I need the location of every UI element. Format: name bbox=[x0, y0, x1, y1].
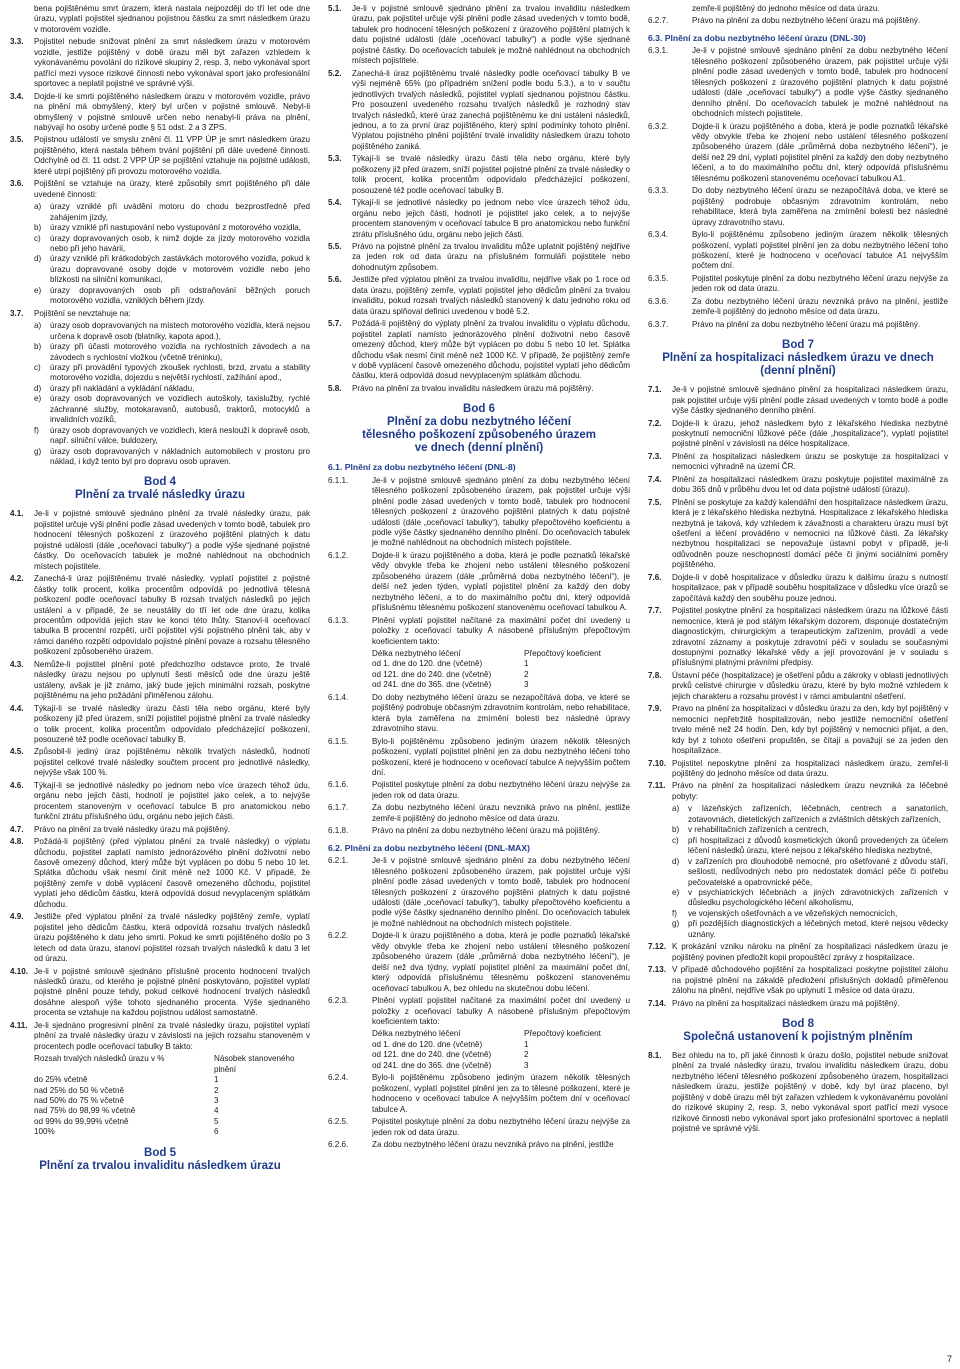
clause-7-2: 7.2. Dojde-li k úrazu, jehož následkem bylo z lékařského hlediska nezbytné poskytnutí nemocniční lůžkové péče (dále „hospitalizace“), vyplatí pojistitel pojistné plnění v závislosti na délce hospitalizace. bbox=[648, 418, 948, 449]
clause-4-4: 4.4. Týkají-li se trvalé následky úrazu části těla nebo orgánu, které byly poškozeny již před úrazem, sníží pojistitel pojistné plnění za trvalé následky o tolik procent, kolika procentům odpovídalo předcházející poškození, posouzené též podle oceňovací tabulky B. bbox=[10, 703, 310, 744]
table-row: nad 50% do 75 % včetně 3 bbox=[34, 1095, 219, 1105]
clause-3-7: 3.7. Pojištění se nevztahuje na: bbox=[10, 308, 131, 318]
table-header-row: Délka nezbytného léčení Přepočtový koeficient bbox=[372, 649, 601, 659]
clause-4-10: 4.10. Je-li v pojistné smlouvě sjednáno příslušné procento hodnocení trvalých následků úrazu, od kterého je pojistné plnění poskytováno, pojistitel vyplatí pojistné plnění pouze tehdy, pokud celkové hodnocení trvalých následků dosáhne alespoň výše tohoto sjednaného procenta. Výše sjednaného procenta se vztahuje na každou pojistnou událost samostatně. bbox=[10, 966, 310, 1018]
clause-6-3-6: 6.3.6. Za dobu nezbytného léčení úrazu nevzniká právo na plnění, jestliže zemře-li pojištěný do jednoho měsíce od data úrazu. bbox=[648, 296, 948, 317]
clause-6-1-4: 6.1.4. Do doby nezbytného léčení úrazu se nezapočítává doba, ve které se pojištěný podrobuje občasným zdravotním kontrolám, nebo rehabilitace, která byla zaměřena na zmírnění bolesti bez následné úpravy zdravotního stavu. bbox=[328, 692, 630, 734]
list-item: f) úrazy osob dopravovaných ve vozidlech, která neslouží k dopravě osob, např. silniční válce, buldozery, bbox=[34, 425, 310, 446]
coefficient-table-dnl-max bbox=[372, 1029, 601, 1071]
subheading-6-3: 6.3. Plnění za dobu nezbytného léčení úrazu (DNL-30) bbox=[648, 32, 866, 43]
clause-3-4: 3.4. Dojde-li ke smrti pojištěného následkem úrazu v motorovém vozidle, právo na plnění má obmyšlený, který byl určen v pojistné smlouvě. Nebyl-li obmyšlený v pojistné smlouvě určen nebo nenabyl-li práva na plnění, nabývají ho osoby určené podle § 51 odst. 2 a 3 ZPS. bbox=[10, 91, 310, 132]
clause-6-3-2: 6.3.2. Dojde-li k úrazu pojištěného a doba, která je podle poznatků lékařské vědy obvykle třeba ke zhojení nebo ustálení tělesného poškození způsobeného úrazem (dále „průměrná doba nezbytného léčení“), je delší než 29 dní, vyplatí pojistitel plnění za každý den doby nezbytného léčení, a to do maximálního počtu dní, který odpovídá příslušnému tělesnému poškození stanovenému oceňovací tabulkou A1. bbox=[648, 121, 948, 183]
clause-7-3: 7.3. Plnění za hospitalizaci následkem úrazu se poskytuje za hospitalizaci v nemocnici výhradně na území ČR. bbox=[648, 451, 948, 472]
list-item: c) úrazy dopravovaných osob, k nimž dojde za jízdy motorového vozidla nebo při jeho havárii, bbox=[34, 233, 310, 253]
list-item: e) úrazy osob dopravovaných ve vozidlech autoškoly, taxislužby, rychlé záchranné služby, motokaravanů, autobusů, traktorů, motocyklů a invalidních vozíků, bbox=[34, 394, 310, 425]
list-item: a) úrazy osob dopravovaných na místech motorového vozidla, která nejsou určena k dopravě osob (blatníky, kapota apod.), bbox=[34, 321, 310, 341]
clause-6-3-7: 6.3.7. Právo na plnění za dobu nezbytného léčení úrazu má pojištěný. bbox=[648, 319, 921, 329]
subheading-6-1: 6.1. Plnění za dobu nezbytného léčení (DNL-8) bbox=[328, 462, 516, 473]
list-item: e) úrazy dopravovaných osob při odstraňování běžných poruch motorového vozidla, vzniklých během jízdy. bbox=[34, 285, 310, 306]
list-item: b) úrazy vzniklé při nastupování nebo vystupování z motorového vozidla, bbox=[34, 223, 302, 233]
clause-4-8: 4.8. Požádá-li pojištěný (před výplatou plnění za trvalé následky) o výplatu důchodu, pojistitel zaplatí namísto jednorázového plnění doživotní nebo časově omezený důchod, který může být vyplácen po dobu 5 nebo 10 let. Splátka důchodu však nesmí činit méně než 1000 Kč. V případě, že pojištěný zemře v době vyplácení časově omezeného důchodu, pojistitel vyplatí jeho dědicům částku, která odpovídá dosud nevyplaceným splátkám důchodu. bbox=[10, 837, 310, 909]
list-3-7 bbox=[34, 321, 310, 467]
clause-6-2-7: 6.2.7. Právo na plnění za dobu nezbytného léčení úrazu má pojištěný. bbox=[648, 16, 921, 26]
list-item: g) úrazy osob dopravovaných v nákladních automobilech v prostoru pro náklad, i když tento byl pro dopravu osob upraven. bbox=[34, 446, 310, 467]
clause-6-2-3: 6.2.3. Plnění vyplatí pojistitel načítané za maximální počet dní uvedený u položky z oceňovací tabulky A násobené příslušným přepočtovým koeficientem takto: bbox=[328, 996, 630, 1026]
list-7-11 bbox=[672, 804, 948, 940]
clause-4-1: 4.1. Je-li v pojistné smlouvě sjednáno plnění za trvalé následky úrazu, pak pojistitel určuje výši plnění podle zásad uvedených v tomto bodě, tabulek pro hodnocení tělesných poškození z úrazového pojištění platných k datu pojistné události (dále „oceňovací tabulky“) a podle výše sjednané pojistné částky. Do oceňovacích tabulek je možné nahlédnout na obchodních místech pojistitele. bbox=[10, 509, 310, 571]
clause-4-11: 4.11. Je-li sjednáno progresivní plnění za trvalé následky úrazu, pojistitel vyplatí plnění za trvalé následky úrazu v závislosti na jejich rozsahu stanoveném v procentech podle oceňovací tabulky B takto: bbox=[10, 1020, 310, 1051]
clause-3-3: 3.3. Pojistitel nebude snižovat plnění za smrt následkem úrazu v motorovém vozidle, jestliže pojištěný v době úrazu měl být zařazen vzhledem k vykonávanému povolání do rizikové skupiny 2, resp. 3, nebo vykonával sport patřící mezi vysoce rizikové činnosti nebo vykonával sport jako profesionální sportovec a neplatil pojistné ve správné výši. bbox=[10, 37, 310, 89]
clause-6-1-6: 6.1.6. Pojistitel poskytuje plnění za dobu nezbytného léčení úrazu nejvýše za jeden rok od data úrazu. bbox=[328, 780, 630, 800]
column-left bbox=[10, 4, 310, 1180]
table-row: nad 75% do 98,99 % včetně 4 bbox=[34, 1106, 219, 1116]
list-item: f) ve vojenských ošetřovnách a ve vězeňských nemocnicích, bbox=[672, 908, 898, 918]
table-row: od 1. dne do 120. dne (včetně) 1 bbox=[372, 659, 529, 669]
clause-6-2-6: 6.2.6. Za dobu nezbytného léčení úrazu nevzniká právo na plnění, jestliže bbox=[328, 1139, 614, 1149]
clause-5-5: 5.5. Právo na pojistné plnění za trvalou invaliditu může uplatnit pojištěný nejdříve za jeden rok od data úrazu na příslušném formuláři pojistitele nebo dohodnutým způsobem. bbox=[328, 241, 630, 272]
clause-4-2: 4.2. Zanechá-li úraz pojištěnému trvalé následky, vyplatí pojistitel z pojistné částky tolik procent, kolika procentům odpovídá po jednotlivá tělesná poškození podle oceňovací tabulky B rozsah trvalých následků po jejich ustálení a v případě, že se neustálily do tří let ode dne úrazu, kolika procentům odpovídá jejich stav ke konci této lhůty. Stanoví-li oceňovací tabulka B procentní rozpětí, určí pojistitel výši pojistného plnění tak, aby v rámci daného rozpětí odpovídalo pojistné plnění povaze a rozsahu tělesného poškození způsobeného úrazem. bbox=[10, 574, 310, 657]
progressive-payment-table bbox=[34, 1054, 310, 1138]
column-middle bbox=[328, 4, 630, 1152]
clause-6-2-2: 6.2.2. Dojde-li k úrazu pojištěného a doba, která je podle poznatků lékařské vědy obvykle třeba ke zhojení nebo ustálení tělesného poškození způsobeného úrazem (dále „průměrná doba nezbytného léčení“), je delší než dva týdny, vyplatí pojistitel plnění za maximální počet dní, který odpovídá příslušnému tělesnému poškození stanovenému oceňovací tabulkou A, bez ohledu na skutečnou dobu léčení. bbox=[328, 931, 630, 993]
clause-7-6: 7.6. Dojde-li v době hospitalizace v důsledku úrazu k dalšímu úrazu s nutností hospitalizace, pak v případě souběhu hospitalizace v důsledku více úrazů se započítává každý den souběhu pouze jednou. bbox=[648, 572, 948, 603]
clause-6-1-8: 6.1.8. Právo na plnění za dobu nezbytného léčení úrazu má pojištěný. bbox=[328, 826, 601, 836]
clause-4-6: 4.6. Týkají-li se jednotlivé následky po jednom nebo více úrazech téhož údu, orgánu nebo jejich části, hodnotí je pojistitel jako celek, a to nejvýše procentem stanoveným v oceňovací tabulce B pro anatomickou nebo funkční ztrátu příslušného údu, orgánu nebo jejich části. bbox=[10, 780, 310, 822]
list-item: d) úrazy při nakládání a vykládání nákladu, bbox=[34, 383, 195, 393]
clause-5-4: 5.4. Týkají-li se jednotlivé následky po jednom nebo více úrazech téhož údu, orgánu nebo jejich části, hodnotí je pojistitel jako celek, a to nejvýše procentem stanoveným v oceňovací tabulce B pro anatomickou nebo funkční ztrátu příslušného údu, orgánu nebo jejich části. bbox=[328, 198, 630, 239]
table-row: nad 25% do 50 % včetně 2 bbox=[34, 1085, 219, 1095]
list-item: b) úrazy při účasti motorového vozidla na rychlostních závodech a na závodech s rychlostní vložkou (včetně tréninku), bbox=[34, 342, 310, 362]
table-header-row: Rozsah trvalých následků úrazu v % Násobek stanoveného plnění bbox=[34, 1054, 295, 1074]
list-item: e) v psychiatrických léčebnách a jiných zdravotnických zařízeních v důsledku psychologického léčení alkoholismu, bbox=[672, 887, 948, 908]
clause-6-3-1: 6.3.1. Je-li v pojistné smlouvě sjednáno plnění za dobu nezbytného léčení tělesného poškození způsobeného úrazem, pak pojistitel určuje výši plnění podle zásad uvedených v tomto bodě, tabulek pro hodnocení tělesných poškození z úrazového pojištění platných k datu pojistné události (dále „oceňovací tabulky“) a podle výše částky sjednaného denního plnění. Do oceňovacích tabulek je možné nahlédnout na obchodních místech pojistitele. bbox=[648, 46, 948, 119]
clause-7-4: 7.4. Plnění za hospitalizaci následkem úrazu poskytuje pojistitel maximálně za dobu 365 dnů v průběhu dvou let od data pojistné události (úrazu). bbox=[648, 474, 948, 495]
clause-7-14: 7.14. Právo na plnění za hospitalizaci následkem úrazu má pojištěný. bbox=[648, 998, 900, 1008]
section-heading-bod-6: Bod 6 Plnění za dobu nezbytného léčení tělesného poškození způsobeného úrazem ve dnech (denní plnění) bbox=[362, 403, 596, 455]
clause-5-8: 5.8. Právo na plnění za trvalou invaliditu následkem úrazu má pojištěný. bbox=[328, 383, 594, 393]
table-row: od 1. dne do 120. dne (včetně) 1 bbox=[372, 1039, 529, 1049]
clause-7-9: 7.9. Pravo na plnění za hospitalizaci v důsledku úrazu za den, kdy byl pojištěný v nemocnici nepřetržitě hospitalizován, nebo jestliže nemocniční ošetření trvalo méně než 24 hodin. Den, kdy byl pojištěný v nemocnici přijat, a den, kdy byl z tohoto ošetření propuštěn, se čítají a považují se za jeden den hospitalizace. bbox=[648, 704, 948, 756]
clause-6-3-4: 6.3.4. Bylo-li pojištěnému způsobeno jediným úrazem několik tělesných poškození, vyplatí pojistitel plnění jen za dobu nezbytného léčení toho poškození, které je hodnoceno v oceňovací tabulce A1 nejvyšším počtem dní. bbox=[648, 230, 948, 271]
clause-7-11: 7.11. Právo na plnění za hospitalizaci následkem úrazu nevzniká za léčebné pobyty: bbox=[648, 781, 948, 801]
clause-6-2-4: 6.2.4. Bylo-li pojištěnému způsobeno jediným úrazem několik tělesných poškození, vyplatí pojistitel plnění jen za to tělesné poškození, které je hodnoceno v oceňovací tabulce A nejvyšším počtem dní v oceňovací tabulce A. bbox=[328, 1073, 630, 1114]
clause-6-1-3: 6.1.3. Plnění vyplatí pojistitel načítané za maximální počet dní uvedený u položky z oceňovací tabulky A násobené příslušným přepočtovým koeficientem takto: bbox=[328, 615, 630, 646]
clause-5-7: 5.7. Požádá-li pojištěný do výplaty plnění za trvalou invaliditu o výplatu důchodu, pojistitel zaplatí namísto jednorázového plnění doživotní nebo časově omezený důchod, který může být vyplácen po dobu 5 nebo 10 let. Splátka důchodu však nesmí činit méně než 1000 Kč. V případě, že pojištěný zemře v době vyplácení časově omezeného důchodu, pojistitel vyplatí jeho dědicům částku, která odpovídá dosud nevyplaceným splátkám důchodu. bbox=[328, 319, 630, 381]
section-heading-bod-5: Bod 5 Plnění za trvalou invaliditu následkem úrazu bbox=[39, 1146, 281, 1172]
table-row: od 241. dne do 365. dne (včetně) 3 bbox=[372, 680, 529, 690]
clause-3-6: 3.6. Pojištění se vztahuje na úrazy, které způsobily smrt pojištěného při dále uvedené činnosti: bbox=[10, 179, 310, 199]
table-row: od 121. dne do 240. dne (včetně) 2 bbox=[372, 669, 529, 679]
clause-4-3: 4.3. Nemůže-li pojistitel plnění poté předchozího odstavce proto, že trvalé následky úrazu nejsou po uplynutí šesti měsíců ode dne úrazu ještě ustáleny, avšak je již známo, jaký bude jejich minimální rozsah, poskytne pojištěnému na jeho požádání přiměřenou zálohu. bbox=[10, 659, 310, 701]
section-heading-bod-4: Bod 4 Plnění za trvalé následky úrazu bbox=[74, 476, 245, 502]
clause-continuation: zemře-li pojištěný do jednoho měsíce od data úrazu. bbox=[692, 4, 880, 13]
clause-6-3-3: 6.3.3. Do doby nezbytného léčení úrazu se nezapočítává doba, ve které se pojištěný podrobuje občasným zdravotním kontrolám, nebo rehabilitace, která byla zaměřena na zmírnění bolesti bez následné úpravy zdravotního stavu. bbox=[648, 186, 948, 227]
intro-paragraph: bena pojištěnému smrt úrazem, která nastala nejpozději do tří let ode dne úrazu, vyplatí pojistitel sjednanou pojistnou částku za smrt následkem úrazu v motorovém vozidle. bbox=[34, 4, 310, 34]
list-item: g) při pozdějších diagnostických a léčebných metod, které nejsou vědecky uznány. bbox=[672, 919, 948, 939]
list-item: c) úrazy při provádění typových zkoušek rychlosti, brzd, zrvatu a stability motorového vozidla, dojezdu s největší rychlostí, zažíhání apod., bbox=[34, 362, 310, 383]
table-header-row: Délka nezbytného léčení Přepočtový koeficient bbox=[372, 1029, 601, 1039]
list-item: c) při hospitalizaci z důvodů kosmetických úkonů provedených za účelem léčení následků úrazu, které nejsou z lékařského hlediska nezbytné, bbox=[672, 835, 948, 856]
subheading-6-2: 6.2. Plnění za dobu nezbytného léčení (DNL-MAX) bbox=[328, 842, 530, 853]
clause-4-7: 4.7. Právo na plnění za trvalé následky úrazu má pojištěný. bbox=[10, 824, 231, 834]
table-row: od 121. dne do 240. dne (včetně) 2 bbox=[372, 1050, 529, 1060]
clause-5-6: 5.6. Jestliže před výplatou plnění za trvalou invaliditu, nejdříve však po 1 roce od data úrazu, pojištěný zemře, vyplatí pojistitel jeho dědicům plnění za trvalou invaliditu, pokud rozsah trvalých následků stanovený k datu jednoho roku od data úrazu splňoval definici uvedenou v bodě 5.2. bbox=[328, 275, 630, 316]
clause-7-1: 7.1. Je-li v pojistné smlouvě sjednáno plnění za hospitalizaci následkem úrazu, pak pojistitel určuje výši plnění podle zásad uvedených v tomto bodě a podle výše částky sjednaného denního plnění. bbox=[648, 385, 948, 416]
clause-7-13: 7.13. V případě důchodového pojištění za hospitalizaci poskytne pojistitel zálohu na pojistné plnění na zákaldě předložení příslušných dokladů přiměřenou zálohu na plnění, nejdříve však po uplynutí 1 měsíce od data úrazu. bbox=[648, 965, 948, 996]
section-heading-bod-8: Bod 8 Společná ustanovení k pojistným plněním bbox=[683, 1017, 913, 1043]
coefficient-table-dnl-8 bbox=[372, 649, 601, 691]
table-row: do 25% včetně 1 bbox=[34, 1075, 219, 1085]
clause-5-2: 5.2. Zanechá-li úraz pojištěnému trvalé následky podle oceňovací tabulky B ve výši nejméně 65% (po případném snížení podle bodu 5.3.), a to v součtu jednotlivých trvalých následků, pojistitel vyplatí sjednanou pojistnou částku. Pro posouzení uvedeného rozsahu trvalých následků je rozhodný stav trvalých následků, které úraz zanechá pojištěnému ke dni ustálení následků, jednou, a to za první úraz pojištěného, který splní podmínky tohoto plnění. Výplatou pojistného plnění pojištění trvalé invalidity následkem úrazu tohoto pojištěného zaniká. bbox=[328, 68, 630, 151]
clause-5-3: 5.3. Týkají-li se trvalé následky úrazu části těla nebo orgánu, které byly poškozeny již před úrazem, sníží pojistitel pojistné plnění za trvalé následky o tolik procent, kolika procentům odpovídalo předcházející poškození, posouzené též podle oceňovací tabulky B. bbox=[328, 154, 630, 195]
clause-6-3-5: 6.3.5. Pojistitel poskytuje plnění za dobu nezbytného léčení úrazu nejvýše za jeden rok od data úrazu. bbox=[648, 273, 948, 294]
clause-3-5: 3.5. Pojistnou událostí ve smyslu znění čl. 11 VPP ÚP je smrt následkem úrazu pojištěného, která nastala během trvání pojištění při dále uvedené činnosti. Odchylně od čl. 11 odst. 2 VPP ÚP se pojištění vztahuje na pojistné události, které utrpí pojištěný při provozu motorového vozidla. bbox=[10, 135, 310, 176]
clause-6-1-1: 6.1.1. Je-li v pojistné smlouvě sjednáno plnění za dobu nezbytného léčení tělesného poškození způsobeného úrazem, pak pojistitel určuje výši plnění podle zásad uvedených v tomto bodě, tabulek pro hodnocení tělesných poškození z úrazového pojištění platných k datu pojistné události (dále „oceňovací tabulky“), tabulky přepočtového koeficientu a podle výše částky sjednaného denního plnění. Do oceňovacích tabulek je možné nahlédnout na obchodních místech pojistitele. bbox=[328, 475, 630, 548]
clause-7-12: 7.12. K prokázání vzniku nároku na plnění za hospitalizaci následkem úrazu je pojištěný povinen předložit kopii propouštěcí zprávy z hospitalizace. bbox=[648, 942, 948, 962]
clause-7-5: 7.5. Plnění se poskytuje za každý kalendářní den hospitalizace následkem úrazu, která je z lékařského hlediska nezbytná. Hospitalizace z lékařského hlediska nezbytná je taková, kdy vzhledem k závažnosti a charakteru úrazu musí být ošetření a léčení prováděno v nemocnici na lůžkové části. Za lékařsky nezbytnou hospitalizaci se nepovažuje ústavní pobyt v případě, je-li odůvodněn pouze neschopností domácí péče či jinými sociálními poměry pojištěného. bbox=[648, 497, 948, 570]
section-heading-bod-7: Bod 7 Plnění za hospitalizaci následkem úrazu ve dnech (denní plnění) bbox=[662, 339, 934, 378]
table-row: od 241. dne do 365. dne (včetně) 3 bbox=[372, 1060, 529, 1070]
clause-4-9: 4.9. Jestliže před výplatou plnění za trvalé následky pojištěný zemře, vyplatí pojistitel jeho dědicům částku, která odpovídá rozsahu trvalých následků úrazu pojištěného k datu jeho smrti. Pokud ke smrti pojištěného došlo po 3 letech od data úrazu, stanoví pojistitel rozsah trvalých následků k datu 3 let od úrazu. bbox=[10, 912, 310, 964]
clause-5-1: 5.1. Je-li v pojistné smlouvě sjednáno plnění za trvalou invaliditu následkem úrazu, pak pojistitel určuje výši plnění podle zásad uvedených v tomto bodě, tabulek pro hodnocení tělesných poškození z úrazového pojištění platných k datu pojistné události (dále „oceňovací tabulky“) a podle výše sjednané pojistné částky. Do oceňovacích tabulek je možné nahlédnout na obchodních místech pojistitele. bbox=[328, 4, 630, 66]
table-row: 100% 6 bbox=[34, 1127, 219, 1137]
list-item: a) v lázeňských zařízeních, léčebnách, centrech a sanatoriích, zotavovnách, dietetických zařízeních a zvláštních dětských zařízeních, bbox=[672, 804, 948, 824]
clause-6-2-5: 6.2.5. Pojistitel poskytuje plnění za dobu nezbytného léčení úrazu nejvýše za jeden rok od data úrazu. bbox=[328, 1117, 630, 1137]
clause-7-8: 7.8. Ústavní péče (hospitalizace) je ošetření půdu a zákroky v oblasti jednotlivých prvků celistvé chirurgie v důsledku úrazu, které by bylo možné vzhledem k jejich charakteru a rozsahu provést i v rámci ambulantní ošetření. bbox=[648, 670, 948, 701]
page-number: 7 bbox=[946, 1354, 952, 1364]
clause-8-1: 8.1. Bez ohledu na to, při jaké činnosti k úrazu došlo, pojistitel nebude snižovat plnění za trvalé následky úrazu, trvalou invaliditu následkem úrazu, dobu nezbytného léčení tělesného poškození způsobeného úrazem, hospitalizaci následkem úrazu, jestliže pojištěný v době, kdy byl úraz placeno, byl pojištěný v době úrazu měl být zařazen vzhledem k vykonávanému povolání do rizikové skupiny 2, resp. 3, nebo vykonával sport patřící mezi vysoce rizikové činnosti nebo vykonával sport jako profesionální sportovec a neplatil pojistné ve správné výši. bbox=[648, 1050, 948, 1134]
clause-4-5: 4.5. Způsobil-li jediný úraz pojištěnému několik trvalých následků, hodnotí pojistitel celkové trvalé následky součtem procent pro jednotlivé následky, nejvýše však 100 %. bbox=[10, 747, 310, 778]
clause-6-1-2: 6.1.2. Dojde-li k úrazu pojištěného a doba, která je podle poznatků lékařské vědy obvykle třeba ke zhojení nebo ustálení tělesného poškození způsobeného úrazem (dále „průměrná doba nezbytného léčení“), je delší než jeden týden, vyplatí pojistitel plnění za každý den doby nezbytného léčení, a to do maximálního počtu dní, který odpovídá příslušnému tělesnému poškození stanovenému oceňovací tabulkou A. bbox=[328, 550, 630, 613]
list-item: b) v rehabilitačních zařízeních a centrech, bbox=[672, 825, 829, 835]
clause-7-7: 7.7. Pojistitel poskytne plnění za hospitalizaci následkem úrazu na lůžkové části nemocnice, která je pod stálým lékařským dozorem, disponuje dostatečným diagnostickým, chirurgickým a terapeutickým zařízením, provádí a vede zdravotní záznamy a poskytuje zdravotní péči v souladu se současnými dostupnými poznatky lékařské vědy a její provozování je v souladu s příslušnými platnými právními předpisy. bbox=[648, 606, 948, 668]
clause-6-1-7: 6.1.7. Za dobu nezbytného léčení úrazu nevzniká právo na plnění, jestliže zemře-li pojištěný do jednoho měsíce od data úrazu. bbox=[328, 803, 630, 823]
list-3-6 bbox=[34, 202, 310, 307]
column-right bbox=[648, 4, 948, 1137]
list-item: d) v zařízeních pro dlouhodobě nemocné, pro ošetřované z důvodu stáří, sešlosti, nedůvodných nebo pro nedostatek domácí péče či potřebu pečovatelské a opatrovnické péče, bbox=[672, 856, 948, 887]
list-item: a) úrazy vzniklé při uvádění motoru do chodu bezprostředně před zahájením jízdy, bbox=[34, 202, 310, 222]
list-item: d) úrazy vzniklé při krátkodobých zastávkách motorového vozidla, pokud k úrazu dopravované osoby dojde v motorovém vozidle nebo jeho blízkosti na silniční komunikaci, bbox=[34, 254, 310, 285]
table-row: od 99% do 99,99% včetně 5 bbox=[34, 1116, 219, 1126]
clause-6-1-5: 6.1.5. Bylo-li pojištěnému způsobeno jediným úrazem několik tělesných poškození, vyplatí pojistitel plnění jen za dobu nezbytného léčení toho poškození, které je hodnoceno v oceňovací tabulce A nejvyšším počtem dní. bbox=[328, 736, 630, 777]
clause-7-10: 7.10. Pojistitel neposkytne plnění za hospitalizaci následkem úrazu, zemřel-li pojištěný do jednoho měsíce od data úrazu. bbox=[648, 758, 948, 778]
clause-6-2-1: 6.2.1. Je-li v pojistné smlouvě sjednáno plnění za dobu nezbytného léčení tělesného poškození způsobeného úrazem, pak pojistitel určuje výši plnění podle zásad uvedených v tomto bodě, tabulek pro hodnocení tělesných poškození z úrazového pojištění platných k datu pojistné události (dále „oceňovací tabulky“), tabulky přepočtového koeficientu a podle výše částky sjednaného denního plnění. Do oceňovacích tabulek je možné nahlédnout na obchodních místech pojistitele. bbox=[328, 856, 630, 928]
